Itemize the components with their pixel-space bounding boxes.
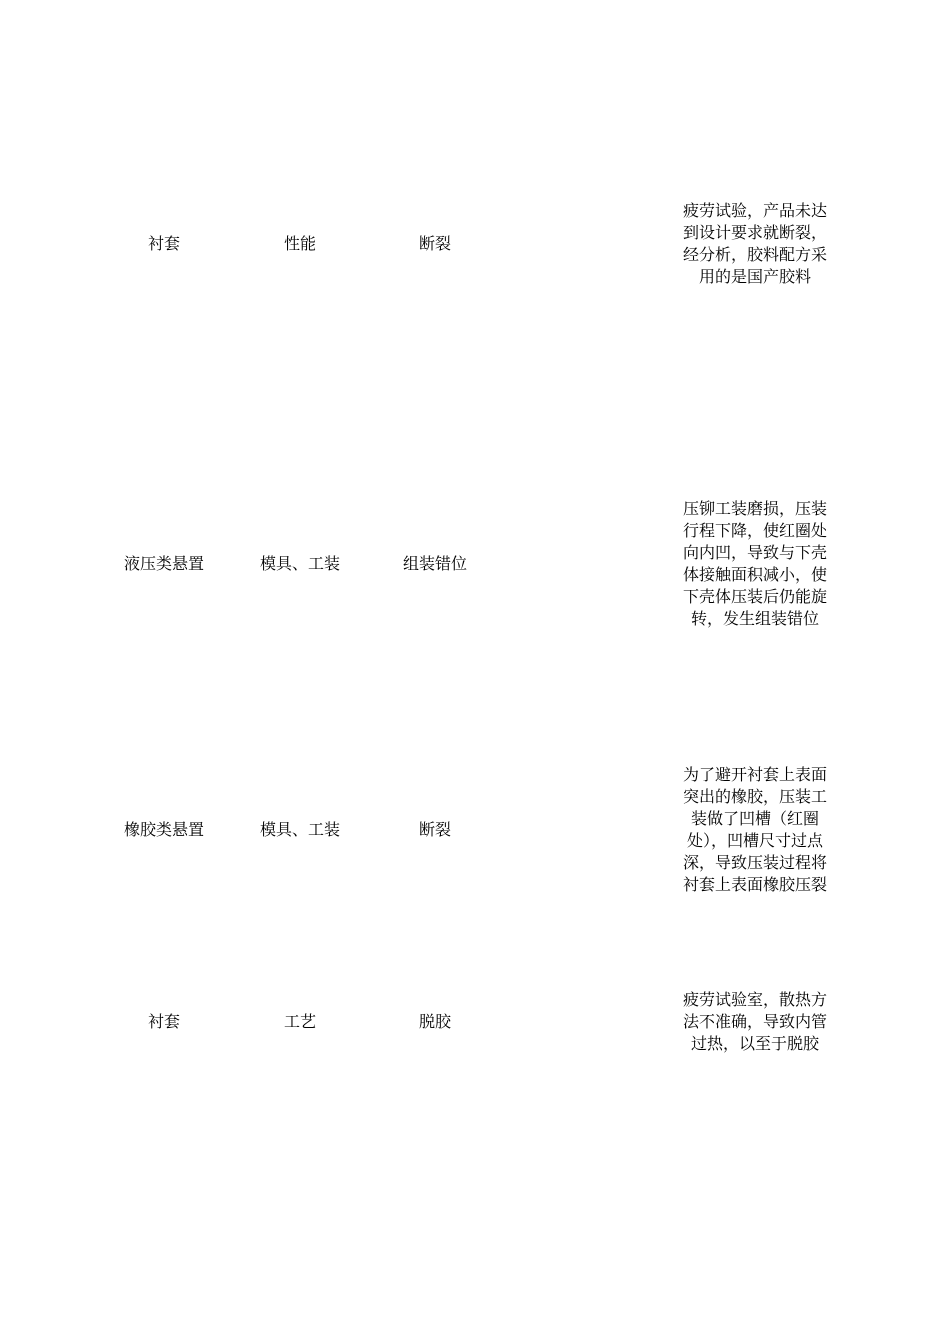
part-name: 橡胶类悬置 <box>123 820 204 839</box>
cause-description: 疲劳试验室，散热方法不准确，导致内管过热，以至于脱胶 <box>683 990 828 1053</box>
failure-mode: 脱胶 <box>418 1012 451 1031</box>
failure-mode: 断裂 <box>418 820 451 839</box>
problem-category: 模具、工装 <box>259 554 340 573</box>
cause-description: 为了避开衬套上表面突出的橡胶，压装工装做了凹槽（红圈处），凹槽尺寸过点深，导致压装过程将衬套上表面橡胶压裂 <box>683 765 828 894</box>
failure-mode: 断裂 <box>418 234 451 253</box>
failure-mode: 组装错位 <box>402 554 467 573</box>
cause-description: 压铆工装磨损，压装行程下降，使红圈处向内凹，导致与下壳体接触面积减小，使下壳体压装后仍能旋转，发生组装错位 <box>683 499 828 628</box>
part-name: 衬套 <box>147 1012 180 1031</box>
problem-category: 性能 <box>283 234 316 253</box>
problem-category: 模具、工装 <box>259 820 340 839</box>
part-name: 液压类悬置 <box>123 554 204 573</box>
problem-category: 工艺 <box>283 1012 316 1031</box>
cause-description: 疲劳试验，产品未达到设计要求就断裂，经分析，胶料配方采用的是国产胶料 <box>683 201 828 286</box>
part-name: 衬套 <box>147 234 180 253</box>
